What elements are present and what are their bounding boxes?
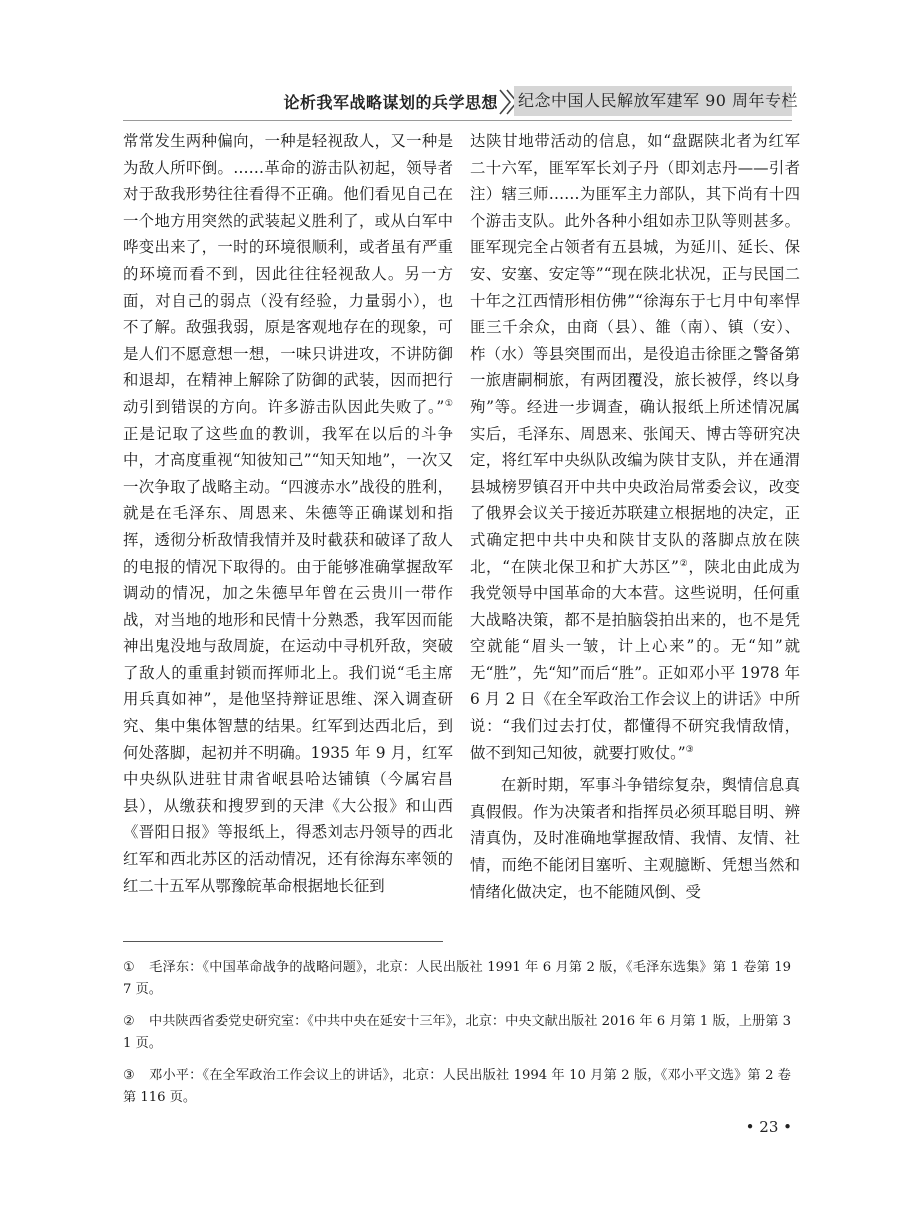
right-text-b: ，陕北由此成为我党领导中国革命的大本营。这些说明，任何重大战略决策，都不是拍脑袋拍出来的，也不是凭空就能“眉头一皱，计上心来”的。无“知”就无“胜”，先“知”而后“胜”。正如邓小平 1978 年 6 月 2 日《在全军政治工作会议上的讲话》中所说：“我们过去打仗，都懂得不研究我情敌情，做不到知己知彼，就要打败仗。” (470, 557, 800, 762)
right-paragraph-1 (470, 128, 800, 766)
left-text-b: 正是记取了这些血的教训，我军在以后的斗争中，才高度重视“知彼知己”“知天知地”，一次又一次争取了战略主动。“四渡赤水”战役的胜利，就是在毛泽东、周恩来、朱德等正确谋划和指挥，透彻分析敌情我情并及时截获和破译了敌人的电报的情况下取得的。由于能够准确掌握敌军调动的情况，加之朱德早年曾在云贵川一带作战，对当地的地形和民情十分熟悉，我军因而能神出鬼没地与敌周旋，在运动中寻机歼敌，突破了敌人的重重封锁而挥师北上。我们说“毛主席用兵真如神”，是他坚持辩证思维、深入调查研究、集中集体智慧的结果。红军到达西北后，到何处落脚，起初并不明确。1935 年 9 月，红军中央纵队进驻甘肃省岷县哈达铺镇（今属宕昌县），从缴获和搜罗到的天津《大公报》和山西《晋阳日报》等报纸上，得悉刘志丹领导的西北红军和西北苏区的活动情况，还有徐海东率领的红二十五军从鄂豫皖革命根据地长征到 (123, 424, 453, 895)
footnote-mark: ② (123, 1014, 135, 1029)
footnote-1 (123, 957, 791, 1001)
left-column (123, 128, 453, 899)
left-text-a: 常常发生两种偏向，一种是轻视敌人，又一种是为敌人所吓倒。……革命的游击队初起，领导者对于敌我形势往往看得不正确。他们看见自己在一个地方用突然的武装起义胜利了，或从白军中哗变出来了，一时的环境很顺利，或者虽有严重的环境而看不到，因此往往轻视敌人。另一方面，对自己的弱点（没有经验，力量弱小），也不了解。敌强我弱，原是客观地存在的现象，可是人们不愿意想一想，一味只讲进攻，不讲防御和退却，在精神上解除了防御的武装，因而把行动引到错误的方向。许多游击队因此失败了。” (123, 132, 453, 416)
footnote-divider (123, 941, 443, 942)
footnote-3 (123, 1065, 791, 1109)
right-paragraph-2: 在新时期，军事斗争错综复杂，舆情信息真真假假。作为决策者和指挥员必须耳聪目明、辨清真伪，及时准确地掌握敌情、我情、友情、社情，而绝不能闭目塞听、主观臆断、凭想当然和情绪化做决定，也不能随风倒、受 (470, 776, 800, 901)
left-paragraph (123, 128, 453, 899)
footnote-ref-1[interactable]: ① (444, 398, 453, 409)
running-header (0, 86, 900, 118)
footnote-mark: ① (123, 960, 135, 975)
right-column (470, 128, 800, 905)
right-text-a: 达陕甘地带活动的信息，如“盘踞陕北者为红军二十六军，匪军军长刘子丹（即刘志丹——引者注）辖三师……为匪军主力部队，其下尚有十四个游击支队。此外各种小组如赤卫队等则甚多。匪军现完全占领者有五县城，为延川、延长、保安、安塞、安定等”“现在陕北状况，正与民国二十年之江西情形相仿佛”“徐海东于七月中旬率悍匪三千余众，由商（县）、雒（南）、镇（安）、柞（水）等县突围而出，是役追击徐匪之警备第一旅唐嗣桐旅，有两团覆没，旅长被俘，终以身殉”等。经进一步调查，确认报纸上所述情况属实后，毛泽东、周恩来、张闻天、博古等研究决定，将红军中央纵队改编为陕甘支队，并在通渭县城榜罗镇召开中共中央政治局常委会议，改变了俄界会议关于接近苏联建立根据地的决定，正式确定把中共中央和陕甘支队的落脚点放在陕北，“在陕北保卫和扩大苏区” (470, 132, 800, 576)
footnotes (123, 957, 791, 1119)
footnote-2 (123, 1011, 791, 1055)
footnote-ref-3[interactable]: ③ (685, 744, 694, 755)
article-title: 论析我军战略谋划的兵学思想 (283, 93, 498, 112)
column-title: 纪念中国人民解放军建军 90 周年专栏 (514, 86, 792, 116)
footnote-ref-2[interactable]: ② (678, 558, 689, 569)
header-divider (123, 120, 792, 121)
footnote-text: 毛泽东：《中国革命战争的战略问题》，北京：人民出版社 1991 年 6 月第 2 版，《毛泽东选集》第 1 卷第 197 页。 (123, 960, 791, 997)
footnote-mark: ③ (123, 1068, 135, 1083)
footnote-text: 中共陕西省委党史研究室：《中共中央在延安十三年》，北京：中央文献出版社 2016 年 6 月第 1 版，上册第 31 页。 (123, 1014, 791, 1051)
page-number: • 23 • (745, 1118, 792, 1136)
footnote-text: 邓小平：《在全军政治工作会议上的讲话》，北京：人民出版社 1994 年 10 月第 2 版，《邓小平文选》第 2 卷第 116 页。 (123, 1068, 791, 1105)
